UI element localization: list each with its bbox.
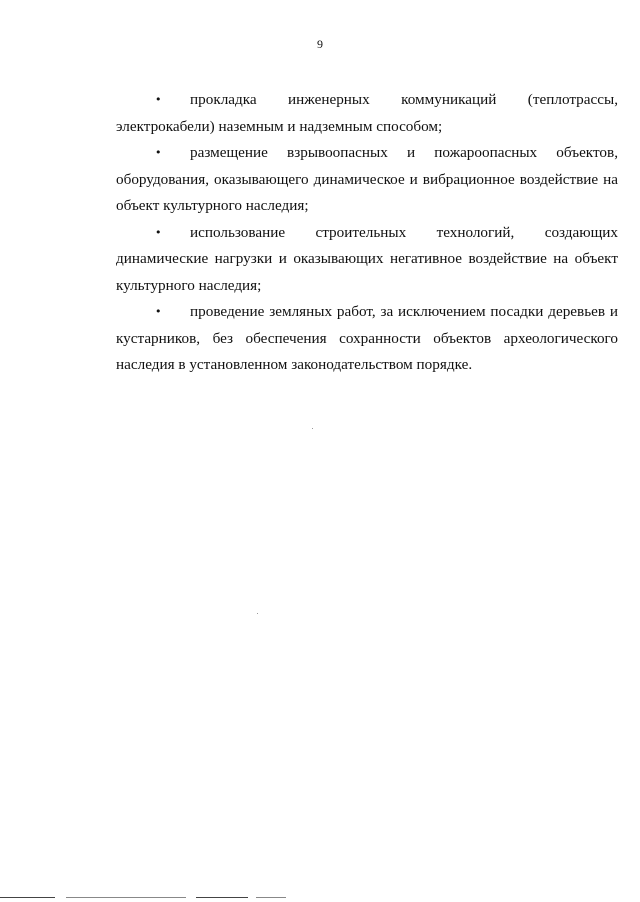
footer-rule [256,897,286,898]
list-item-first-line: прокладка инженерных коммуникаций (теплотрассы, [190,91,618,108]
document-body [116,87,618,379]
bullet-icon: • [155,146,162,159]
list-item-first-line: использование строительных технологий, создающих [190,223,618,241]
list-item [116,299,618,379]
footer-rule [66,897,186,898]
list-item [116,220,618,300]
page-number: 9 [317,37,323,51]
list-item-text: электрокабели) наземным и надземным способом; [116,117,443,135]
list-item [116,87,618,140]
list-item-text: динамические нагрузки и оказывающих негативное воздействие на объект культурного наследия; [116,250,618,294]
bullet-icon: • [155,305,162,318]
list-item-text: кустарников, без обеспечения сохранности объектов археологического наследия в установленном законодательством порядке. [116,329,618,373]
bullet-icon: • [155,225,162,239]
list-item-first-line: проведение земляных работ, за исключением посадки деревьев и [190,303,618,320]
list-item [116,140,618,220]
list-item-first-line: размещение взрывоопасных и пожароопасных объектов, [190,144,618,161]
footer-rule [196,897,248,898]
list-item-text: оборудования, оказывающего динамическое и вибрационное воздействие на объект культурного наследия; [116,170,618,214]
scan-artifact [257,613,258,614]
scan-artifact [312,428,313,429]
bullet-icon: • [155,93,162,106]
footer-rule [0,897,55,898]
